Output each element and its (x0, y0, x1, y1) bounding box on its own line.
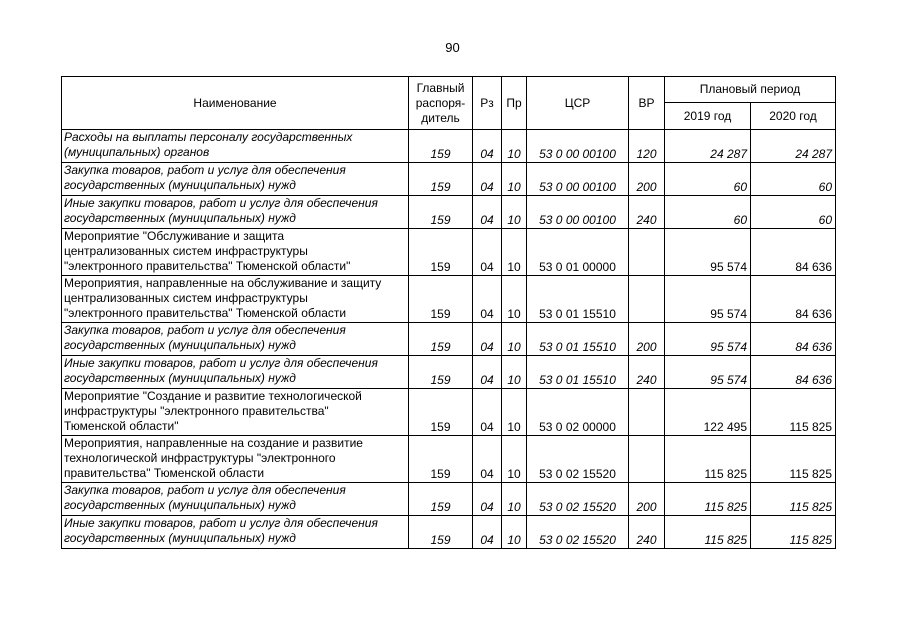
row-rz: 04 (473, 389, 502, 436)
row-value-2019: 24 287 (665, 130, 751, 163)
row-name-line: инфраструктуры "электронного правительства" (64, 404, 329, 418)
row-pr: 10 (502, 229, 527, 276)
row-value-2019: 95 574 (665, 323, 751, 356)
row-glav: 159 (409, 483, 473, 516)
row-value-2020: 24 287 (751, 130, 836, 163)
row-rz: 04 (473, 356, 502, 389)
row-pr: 10 (502, 323, 527, 356)
row-name-line: "электронного правительства" Тюменской области" (64, 259, 351, 273)
row-pr: 10 (502, 196, 527, 229)
row-name (62, 483, 409, 516)
row-name-line: Расходы на выплаты персоналу государственных (64, 130, 353, 144)
row-name-line: государственных (муниципальных) нужд (64, 531, 296, 545)
row-pr: 10 (502, 130, 527, 163)
row-vr (629, 436, 665, 483)
row-csr: 53 0 02 15520 (527, 483, 629, 516)
row-name-line: Закупка товаров, работ и услуг для обеспечения (64, 323, 346, 337)
table-row (62, 483, 836, 516)
row-value-2020: 115 825 (751, 389, 836, 436)
row-name (62, 229, 409, 276)
row-name (62, 389, 409, 436)
row-glav: 159 (409, 323, 473, 356)
row-csr: 53 0 01 15510 (527, 323, 629, 356)
row-value-2020: 115 825 (751, 516, 836, 549)
row-pr: 10 (502, 276, 527, 323)
row-csr: 53 0 00 00100 (527, 130, 629, 163)
row-value-2020: 84 636 (751, 323, 836, 356)
row-name-line: Тюменской области" (64, 419, 179, 433)
row-rz: 04 (473, 516, 502, 549)
header-pr: Пр (502, 77, 527, 130)
row-rz: 04 (473, 436, 502, 483)
row-value-2020: 60 (751, 196, 836, 229)
row-glav: 159 (409, 276, 473, 323)
row-csr: 53 0 02 00000 (527, 389, 629, 436)
table-row (62, 196, 836, 229)
row-name (62, 163, 409, 196)
row-name-line: "электронного правительства" Тюменской области (64, 306, 347, 320)
row-rz: 04 (473, 163, 502, 196)
row-vr: 120 (629, 130, 665, 163)
row-value-2019: 95 574 (665, 356, 751, 389)
row-name-line: правительства" Тюменской области (64, 466, 265, 480)
row-glav: 159 (409, 130, 473, 163)
header-vr: ВР (629, 77, 665, 130)
row-name (62, 196, 409, 229)
row-name-line: государственных (муниципальных) нужд (64, 211, 296, 225)
row-name-line: (муниципальных) органов (64, 145, 210, 159)
row-csr: 53 0 00 00100 (527, 163, 629, 196)
row-name (62, 276, 409, 323)
row-value-2019: 115 825 (665, 516, 751, 549)
row-name-line: Мероприятия, направленные на создание и развитие (64, 436, 363, 450)
row-vr: 240 (629, 356, 665, 389)
row-pr: 10 (502, 163, 527, 196)
row-name-line: Мероприятие "Создание и развитие технологической (64, 389, 362, 403)
header-period: Плановый период (665, 77, 836, 103)
row-name-line: Мероприятия, направленные на обслуживание и защиту (64, 276, 382, 290)
row-csr: 53 0 01 15510 (527, 276, 629, 323)
row-value-2019: 95 574 (665, 276, 751, 323)
row-value-2019: 60 (665, 196, 751, 229)
row-csr: 53 0 00 00100 (527, 196, 629, 229)
row-name-line: государственных (муниципальных) нужд (64, 498, 296, 512)
row-name-line: Закупка товаров, работ и услуг для обеспечения (64, 483, 346, 497)
row-vr (629, 276, 665, 323)
row-name (62, 356, 409, 389)
row-vr: 200 (629, 163, 665, 196)
row-name-line: Иные закупки товаров, работ и услуг для обеспечения (64, 196, 378, 210)
table-row (62, 229, 836, 276)
header-name: Наименование (62, 77, 409, 130)
row-rz: 04 (473, 130, 502, 163)
row-value-2020: 60 (751, 163, 836, 196)
row-glav: 159 (409, 229, 473, 276)
row-glav: 159 (409, 516, 473, 549)
table-row (62, 356, 836, 389)
row-vr: 200 (629, 323, 665, 356)
row-rz: 04 (473, 196, 502, 229)
row-rz: 04 (473, 229, 502, 276)
header-glav-line: распоря- (415, 95, 466, 110)
row-name-line: централизованных систем инфраструктуры (64, 291, 308, 305)
row-name (62, 323, 409, 356)
row-value-2020: 115 825 (751, 483, 836, 516)
table-row (62, 130, 836, 163)
row-vr: 240 (629, 516, 665, 549)
header-csr: ЦСР (527, 77, 629, 130)
table-row (62, 436, 836, 483)
header-rz: Рз (473, 77, 502, 130)
header-glav-line: Главный (416, 80, 465, 95)
row-value-2019: 122 495 (665, 389, 751, 436)
row-pr: 10 (502, 436, 527, 483)
row-name (62, 516, 409, 549)
row-glav: 159 (409, 436, 473, 483)
table-body (62, 130, 836, 549)
row-name-line: Иные закупки товаров, работ и услуг для обеспечения (64, 356, 378, 370)
table-row (62, 516, 836, 549)
row-vr (629, 389, 665, 436)
row-glav: 159 (409, 389, 473, 436)
row-value-2020: 84 636 (751, 356, 836, 389)
row-name-line: технологической инфраструктуры "электронного (64, 451, 336, 465)
row-pr: 10 (502, 483, 527, 516)
header-glav-line: дитель (421, 110, 460, 125)
row-name-line: Мероприятие "Обслуживание и защита (64, 229, 285, 243)
row-name-line: государственных (муниципальных) нужд (64, 371, 296, 385)
row-rz: 04 (473, 323, 502, 356)
row-pr: 10 (502, 516, 527, 549)
row-rz: 04 (473, 483, 502, 516)
row-csr: 53 0 02 15520 (527, 516, 629, 549)
row-name-line: государственных (муниципальных) нужд (64, 178, 296, 192)
row-name-line: государственных (муниципальных) нужд (64, 338, 296, 352)
row-glav: 159 (409, 196, 473, 229)
row-glav: 159 (409, 356, 473, 389)
row-value-2019: 60 (665, 163, 751, 196)
table-row (62, 163, 836, 196)
table-row (62, 276, 836, 323)
row-csr: 53 0 01 15510 (527, 356, 629, 389)
row-pr: 10 (502, 356, 527, 389)
row-value-2020: 84 636 (751, 229, 836, 276)
header-glav (409, 77, 473, 130)
table-row (62, 389, 836, 436)
row-name-line: централизованных систем инфраструктуры (64, 244, 308, 258)
table-row (62, 323, 836, 356)
header-2020: 2020 год (751, 103, 836, 130)
row-name-line: Закупка товаров, работ и услуг для обеспечения (64, 163, 346, 177)
row-glav: 159 (409, 163, 473, 196)
row-value-2019: 95 574 (665, 229, 751, 276)
row-name (62, 130, 409, 163)
row-value-2020: 84 636 (751, 276, 836, 323)
row-value-2019: 115 825 (665, 483, 751, 516)
row-name (62, 436, 409, 483)
row-vr: 240 (629, 196, 665, 229)
row-rz: 04 (473, 276, 502, 323)
row-csr: 53 0 01 00000 (527, 229, 629, 276)
row-vr: 200 (629, 483, 665, 516)
row-csr: 53 0 02 15520 (527, 436, 629, 483)
header-2019: 2019 год (665, 103, 751, 130)
row-vr (629, 229, 665, 276)
row-name-line: Иные закупки товаров, работ и услуг для обеспечения (64, 516, 378, 530)
row-value-2019: 115 825 (665, 436, 751, 483)
budget-table (61, 76, 836, 549)
row-value-2020: 115 825 (751, 436, 836, 483)
page-number: 90 (445, 40, 460, 55)
row-pr: 10 (502, 389, 527, 436)
